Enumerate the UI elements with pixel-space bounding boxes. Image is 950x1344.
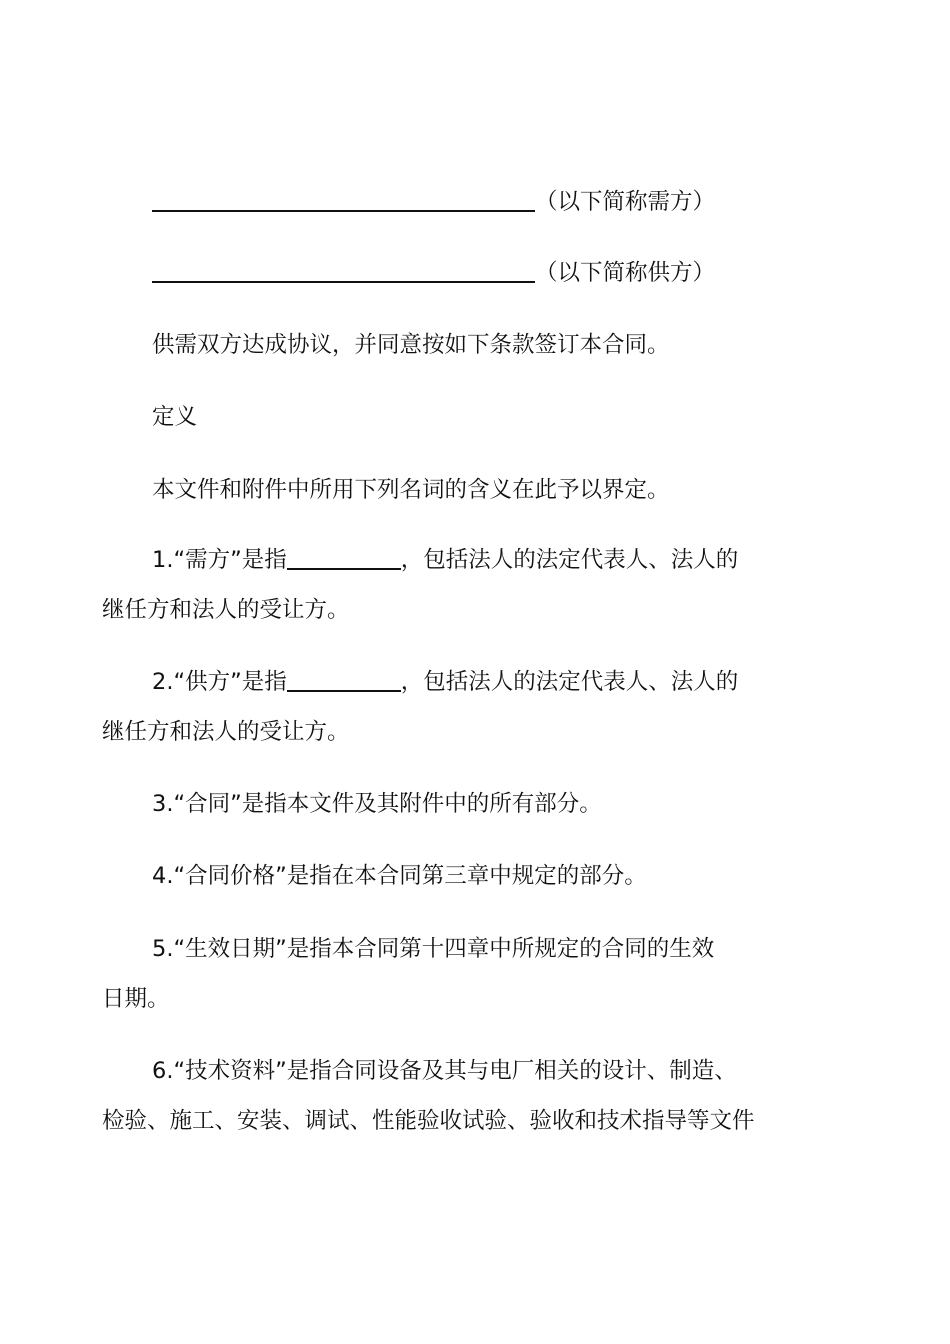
definition-item-5 [152,935,902,963]
definitions-intro: 本文件和附件中所用下列名词的含义在此予以界定。 [152,477,670,503]
section-title: 定义 [152,404,198,430]
item-number: 1. [152,547,174,573]
item-number: 6. [152,1058,174,1084]
buyer-definition-blank[interactable] [287,546,401,570]
definition-item-4 [152,862,902,890]
definition-item-2 [152,668,902,696]
item-text: “生效日期”是指本合同第十四章中所规定的合同的生效 [173,936,715,962]
definition-item-2-continuation: 继任方和法人的受让方。 [102,719,350,745]
item-term: “供方”是指 [173,669,287,695]
buyer-party-line [152,186,902,216]
definition-item-1 [152,546,902,574]
item-number: 5. [152,936,174,962]
item-number: 2. [152,669,174,695]
definition-item-6-continuation: 检验、施工、安装、调试、性能验收试验、验收和技术指导等文件 [102,1108,755,1134]
definition-item-1-continuation: 继任方和法人的受让方。 [102,597,350,623]
supplier-name-blank[interactable] [152,257,535,283]
supplier-suffix: （以下简称供方） [535,260,716,286]
supplier-party-line [152,257,902,287]
item-text: “合同”是指本文件及其附件中的所有部分。 [173,791,602,817]
item-number: 4. [152,863,174,889]
intro-paragraph: 供需双方达成协议，并同意按如下条款签订本合同。 [152,332,670,358]
item-term: “需方”是指 [173,547,287,573]
definition-item-6 [152,1057,902,1085]
item-number: 3. [152,791,174,817]
buyer-name-blank[interactable] [152,186,535,212]
definition-item-5-continuation: 日期。 [102,986,170,1012]
supplier-definition-blank[interactable] [287,668,401,692]
buyer-suffix: （以下简称需方） [535,189,716,215]
definition-item-3 [152,790,902,818]
item-rest: ，包括法人的法定代表人、法人的 [400,547,739,573]
item-text: “合同价格”是指在本合同第三章中规定的部分。 [173,863,647,889]
item-rest: ，包括法人的法定代表人、法人的 [400,669,739,695]
item-text: “技术资料”是指合同设备及其与电厂相关的设计、制造、 [173,1058,737,1084]
